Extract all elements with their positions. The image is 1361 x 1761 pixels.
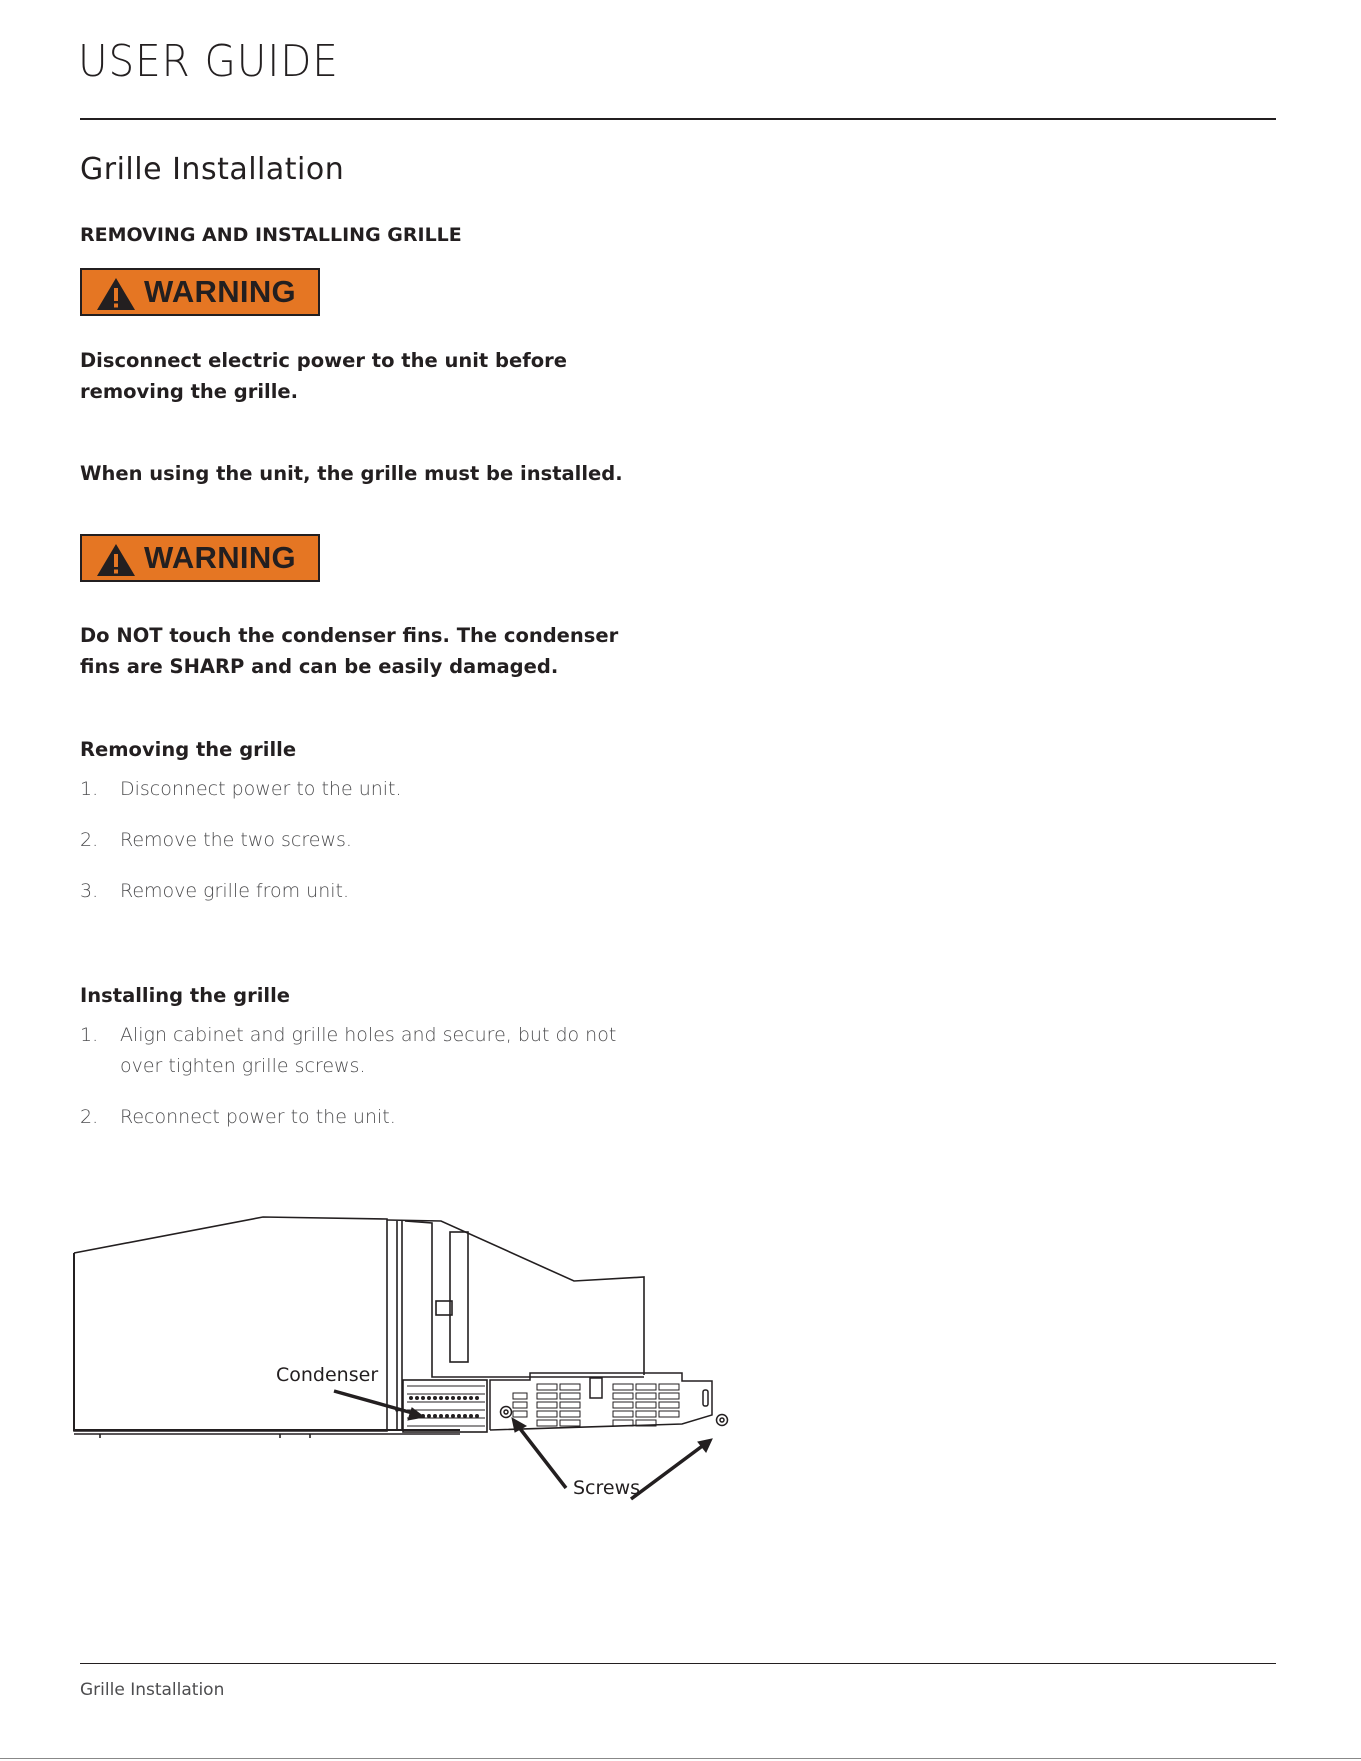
notice-text: When using the unit, the grille must be installed. [80,462,623,485]
step-number: 3. [80,880,99,902]
warning-triangle-icon [96,543,136,577]
step-text: Remove grille from unit. [120,880,350,902]
warning-badge [80,268,320,316]
warning-text: Do NOT touch the condenser fins. The condenser fins are SHARP and can be easily damaged. [80,624,619,678]
warning-label: WARNING [144,540,296,575]
installing-heading: Installing the grille [80,984,290,1007]
list-item [80,825,700,856]
section-subheading: REMOVING AND INSTALLING GRILLE [80,224,462,246]
warning-label: WARNING [144,274,296,309]
grille-installation-diagram [60,1180,740,1520]
step-number: 1. [80,778,99,800]
step-text: Align cabinet and grille holes and secure, but do not over tighten grille screws. [120,1024,617,1077]
footer-divider [80,1663,1276,1664]
step-text: Disconnect power to the unit. [120,778,402,800]
removing-heading: Removing the grille [80,738,297,761]
footer-text: Grille Installation [80,1680,225,1700]
header-divider [80,118,1276,120]
step-text: Reconnect power to the unit. [120,1106,396,1128]
list-item [80,1102,700,1133]
list-item [80,1020,640,1082]
list-item [80,774,700,805]
screws-label: Screws [573,1477,641,1499]
step-number: 2. [80,1106,99,1128]
step-number: 1. [80,1024,99,1046]
list-item [80,876,700,907]
warning-triangle-icon [96,277,136,311]
condenser-label: Condenser [276,1364,379,1386]
step-text: Remove the two screws. [120,829,352,851]
warning-badge [80,534,320,582]
warning-text: Disconnect electric power to the unit before removing the grille. [80,349,567,403]
section-title: Grille Installation [80,152,345,187]
page-header-title: USER GUIDE [78,36,339,87]
page-edge [0,1758,1361,1759]
step-number: 2. [80,829,99,851]
